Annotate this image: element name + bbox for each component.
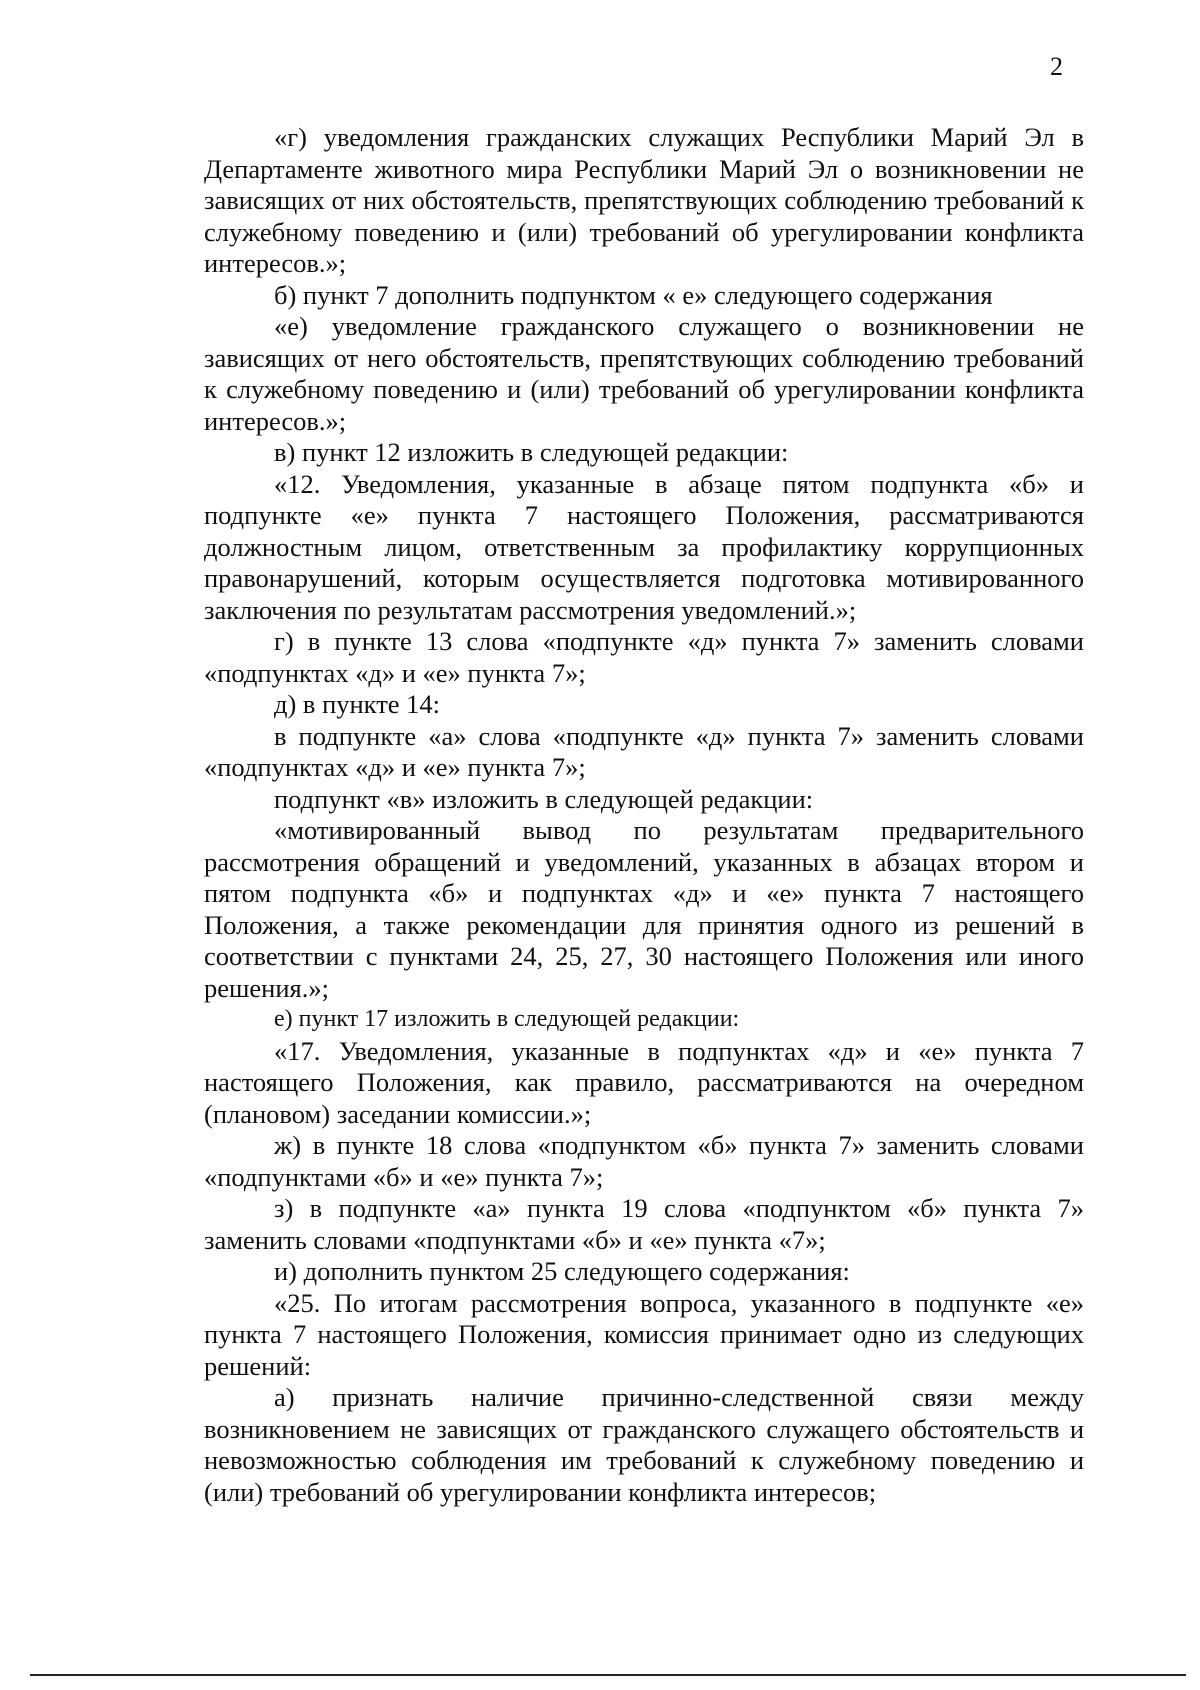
paragraph-item14-a: в подпункте «а» слова «подпункте «д» пункта 7» заменить словами «подпунктах «д» и «е» пункта 7»; — [204, 720, 1084, 782]
paragraph-item25-a: а) признать наличие причинно-следственной связи между возникновением не зависящих от гражданского служащего обстоятельств и невозможностью соблюдения им требований к служебному поведению и (или) требований об урегулировании конфликта интересов; — [204, 1382, 1084, 1507]
paragraph-e-notification: «е) уведомление гражданского служащего о возникновении не зависящих от него обстоятельств, препятствующих соблюдению требований к служебному поведению и (или) требований об урегулировании конфликта интересов.»; — [204, 311, 1084, 436]
paragraph-z-item19: з) в подпункте «а» пункта 19 слова «подпунктом «б» пункта 7» заменить словами «подпунктами «б» и «е» пункта «7»; — [204, 1193, 1084, 1255]
paragraph-g-notification: «г) уведомления гражданских служащих Республики Марий Эл в Департаменте животного мира Республики Марий Эл о возникновении не зависящих от них обстоятельств, препятствующих соблюдению требований к служебному поведению и (или) требований об урегулировании конфликта интересов.»; — [204, 122, 1084, 278]
paragraph-item14-v: подпункт «в» изложить в следующей редакции: — [274, 783, 814, 814]
paragraph-g-item13: г) в пункте 13 слова «подпункте «д» пункта 7» заменить словами «подпунктах «д» и «е» пункта 7»; — [204, 626, 1084, 688]
paragraph-v-item12: в) пункт 12 изложить в следующей редакции: — [274, 437, 789, 467]
page-bottom-rule — [30, 1674, 1186, 1676]
paragraph-e-item17: е) пункт 17 изложить в следующей редакции: — [274, 1006, 740, 1032]
paragraph-zh-item18: ж) в пункте 18 слова «подпунктом «б» пункта 7» заменить словами «подпунктами «б» и «е» пункта 7»; — [204, 1130, 1084, 1192]
paragraph-motivated-conclusion: «мотивированный вывод по результатам предварительного рассмотрения обращений и уведомлений, указанных в абзацах втором и пятом подпункта «б» и подпунктах «д» и «е» пункта 7 настоящего Положения, а также рекомендации для принятия одного из решений в соответствии с пунктами 24, 25, 27, 30 настоящего Положения или иного решения.»; — [204, 815, 1084, 1003]
paragraph-i-item25: и) дополнить пунктом 25 следующего содержания: — [274, 1256, 850, 1286]
paragraph-b-item7: б) пункт 7 дополнить подпунктом « е» следующего содержания — [274, 279, 993, 310]
paragraph-item17-text: «17. Уведомления, указанные в подпунктах «д» и «е» пункта 7 настоящего Положения, как правило, рассматриваются на очередном (плановом) заседании комиссии.»; — [204, 1035, 1084, 1129]
page-number: 2 — [1050, 52, 1063, 81]
paragraph-item12-text: «12. Уведомления, указанные в абзаце пятом подпункта «б» и подпункте «е» пункта 7 настоящего Положения, рассматриваются должностным лицом, ответственным за профилактику коррупционных правонарушений, которым осуществляется подготовка мотивированного заключения по результатам рассмотрения уведомлений.»; — [204, 468, 1084, 625]
document-body — [204, 122, 1084, 1508]
paragraph-d-item14: д) в пункте 14: — [274, 689, 441, 719]
paragraph-item25-text: «25. По итогам рассмотрения вопроса, указанного в подпункте «е» пункта 7 настоящего Положения, комиссия принимает одно из следующих решений: — [204, 1287, 1084, 1381]
